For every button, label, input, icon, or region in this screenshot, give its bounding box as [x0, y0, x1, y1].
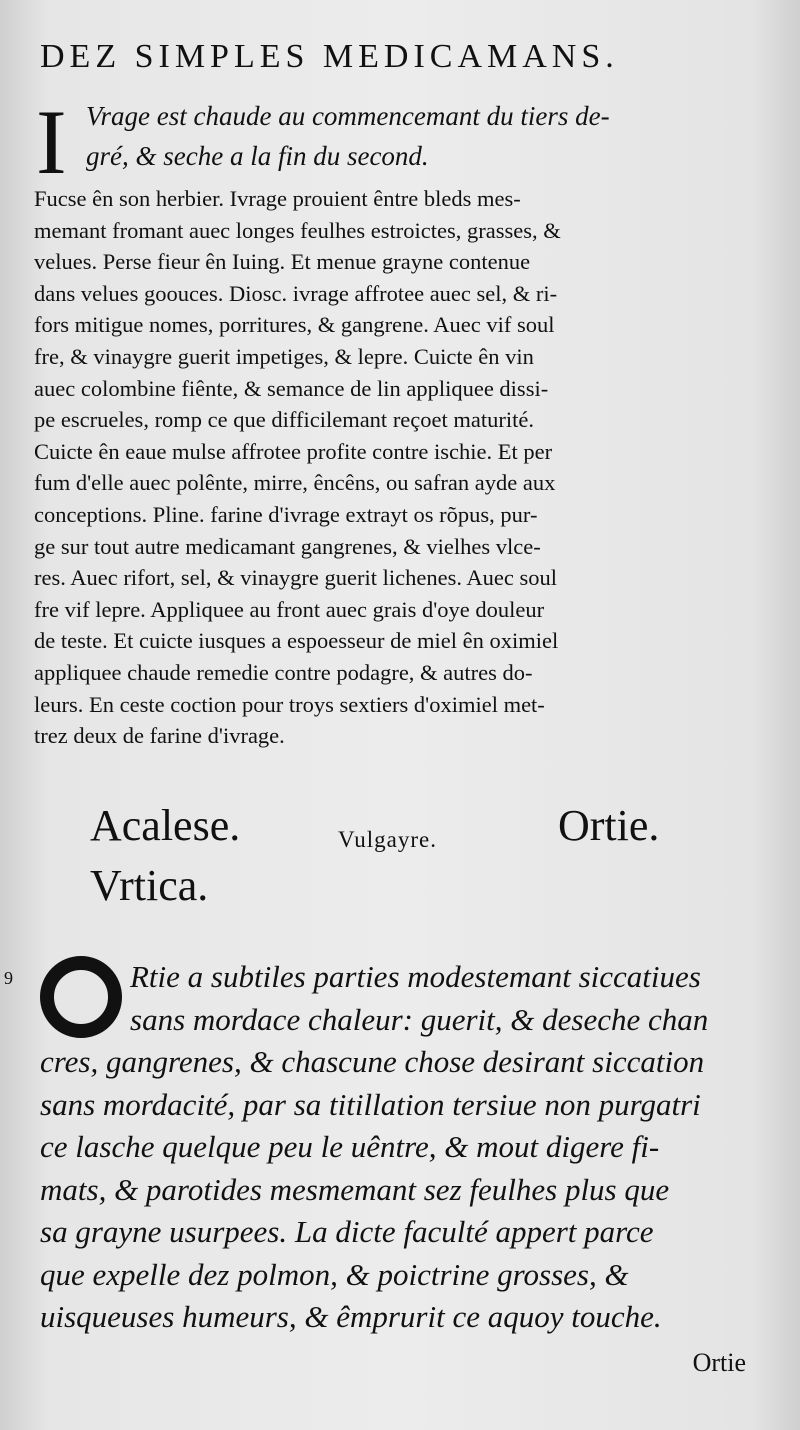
text-line: que expelle dez polmon, & poictrine grosses, &	[40, 1256, 629, 1292]
running-head: DEZ SIMPLES MEDICAMANS.	[40, 38, 619, 75]
greek-name-heading: Acalese.	[90, 801, 241, 850]
text-line: ce lasche quelque peu le uêntre, & mout digere fi-	[40, 1129, 660, 1164]
margin-mark: 9	[4, 968, 13, 988]
text-line: Rtie a subtiles parties modestemant siccatiues	[130, 959, 701, 994]
dropcap-o	[40, 956, 122, 1038]
entry-ortie	[40, 956, 760, 1339]
entry-ivrage-intro: Vrage est chaude au commencemant du tiers de- gré, & seche a la fin du second.	[86, 101, 610, 171]
text-line: uisqueuses humeurs, & êmprurit ce aquoy touche.	[40, 1299, 662, 1334]
entry-ivrage	[36, 91, 756, 193]
entry-ivrage-body: Fucse ên son herbier. Ivrage prouient êntre bleds mes- memant fromant auec longes feulhes estroictes, grasses, & velues. Perse fieur ên Iuing. Et menue grayne contenue dans velues goouces. Diosc. ivrage affrotee auec sel, & ri- fors mitigue nomes, porritures, & gangrene. Auec vif soul fre, & vinaygre guerit impetiges, & lepre. Cuicte ên vin auec colombine fiênte, & semance de lin appliquee dissi- pe escrueles, romp ce que difficilemant reçoet maturité. Cuicte ên eaue mulse affrotee profite contre ischie. Et per fum d'elle auec polênte, mirre, êncêns, ou safran ayde aux conceptions. Pline. farine d'ivrage extrayt os rõpus, pur- ge sur tout autre medicamant gangrenes, & vielhes vlce- res. Auec rifort, sel, & vinaygre guerit lichenes. Auec soul fre vif lepre. Appliquee au front auec grais d'oye douleur de teste. Et cuicte iusques a espoesseur de miel ên oximiel appliquee chaude remedie contre podagre, & autres do- leurs. En ceste coction pour troys sextiers d'oximiel met- trez deux de farine d'ivrage.	[34, 186, 561, 749]
catchword: Ortie	[692, 1348, 746, 1377]
latin-name-heading: Vrtica.	[90, 861, 209, 910]
show-through-text	[470, 790, 480, 837]
text-line: mats, & parotides mesmemant sez feulhes plus que	[40, 1171, 670, 1207]
text-line: cres, gangrenes, & chascune chose desirant siccation	[40, 1044, 705, 1079]
text-line: sa grayne usurpees. La dicte faculté appert parce	[40, 1214, 654, 1249]
vulgar-label: Vulgayre.	[338, 827, 437, 852]
text-line: sans mordacité, par sa titillation tersiue non purgatri	[40, 1086, 701, 1122]
entry-ortie-body	[40, 956, 760, 1339]
text-line: sans mordace chaleur: guerit, & deseche chan	[130, 1001, 709, 1037]
dropcap-i: I	[36, 91, 67, 193]
french-name-heading: Ortie.	[558, 801, 660, 850]
